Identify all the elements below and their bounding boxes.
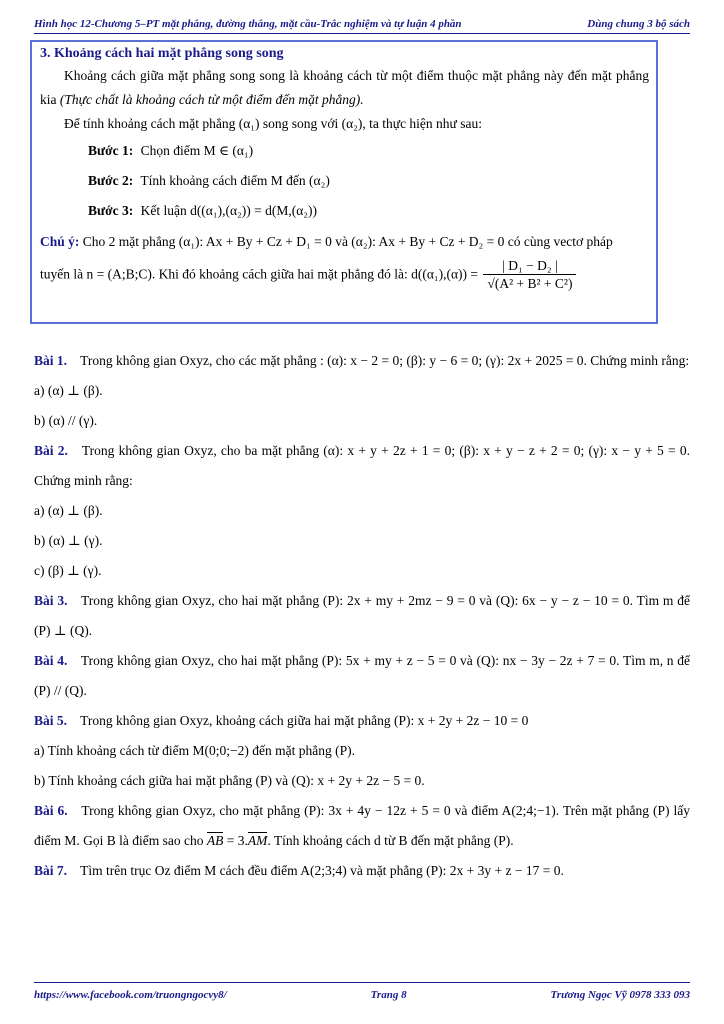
step-3-label: Bước 3: [88,203,134,218]
theory-p1-text: Khoảng cách giữa mặt phẳng song song là khoảng cách từ một điểm thuộc mặt phẳng này đến mặt phẳng kia [40,68,649,107]
exercise-2-label: Bài 2. [34,443,68,458]
header-title: Hình học 12-Chương 5–PT mặt phẳng, đường thẳng, mặt cầu-Trắc nghiệm và tự luận 4 phần [34,18,462,30]
exercise-3-text: Trong không gian Oxyz, cho hai mặt phẳng (P): 2x + my + 2mz − 9 = 0 và (Q): 6x − y − z − 10 = 0. Tìm m để (P) ⊥ (Q). [34,593,690,638]
vector-am: AM [247,833,268,848]
exercise-4 [34,646,690,706]
exercise-2-a: a) (α) ⊥ (β). [34,503,103,518]
step-1-text: Chọn điểm M ∈ (α₁) [140,143,254,158]
distance-formula [483,258,576,293]
note-text-1: Cho 2 mặt phẳng (α₁): Ax + By + Cz + D₁ = 0 và (α₂): Ax + By + Cz + D₂ = 0 có cùng vectơ pháp [82,234,613,249]
exercise-1-b: b) (α) // (γ). [34,413,98,428]
note-line-2 [40,258,649,293]
step-2-label: Bước 2: [88,173,134,188]
step-3 [40,196,649,226]
exercise-7-label: Bài 7. [34,863,68,878]
exercise-6-text-2: . Tính khoảng cách d từ B đến mặt phẳng (P). [267,833,514,848]
page-header [34,8,690,34]
step-2 [40,166,649,196]
step-2-text: Tính khoảng cách điểm M đến (α₂) [140,173,330,188]
exercise-3 [34,586,690,646]
exercise-5-label: Bài 5. [34,713,68,728]
exercise-1-text: Trong không gian Oxyz, cho các mặt phẳng : (α): x − 2 = 0; (β): y − 6 = 0; (γ): 2x + 2025 = 0. Chứng minh rằng: [80,353,690,368]
theory-box [30,40,658,324]
step-1 [40,136,649,166]
exercise-2-text: Trong không gian Oxyz, cho ba mặt phẳng (α): x + y + 2z + 1 = 0; (β): x + y − z + 2 = 0; (γ): x − y + 5 = 0. Chứng minh rằng: [34,443,691,488]
exercise-5-b: b) Tính khoảng cách giữa hai mặt phẳng (P) và (Q): x + 2y + 2z − 5 = 0. [34,773,425,788]
exercise-5-a: a) Tính khoảng cách từ điểm M(0;0;−2) đến mặt phẳng (P). [34,743,355,758]
note-label: Chú ý: [40,234,80,249]
exercise-6 [34,796,690,856]
theory-p1-italic: (Thực chất là khoảng cách từ một điểm đến mặt phẳng). [59,92,364,107]
exercise-7-text: Tìm trên trục Oz điểm M cách đều điểm A(2;3;4) và mặt phẳng (P): 2x + 3y + z − 17 = 0. [80,863,564,878]
exercise-2 [34,436,690,496]
exercise-6-equals: = 3. [223,833,248,848]
exercise-4-text: Trong không gian Oxyz, cho hai mặt phẳng (P): 5x + my + z − 5 = 0 và (Q): nx − 3y − 2z + 7 = 0. Tìm m, n để (P) // (Q). [34,653,691,698]
step-3-text: Kết luận d((α₁),(α₂)) = d(M,(α₂)) [140,203,317,218]
exercise-6-text-1: Trong không gian Oxyz, cho mặt phẳng (P): 3x + 4y − 12z + 5 = 0 và điểm A(2;4;−1). Trên mặt phẳng (P) lấy điểm M. Gọi B là điểm sao cho [34,803,690,848]
exercise-1-label: Bài 1. [34,353,68,368]
exercise-6-label: Bài 6. [34,803,68,818]
note-line-1 [40,230,649,254]
formula-numerator: | D₁ − D₂ | [483,258,576,275]
section-title: 3. Khoảng cách hai mặt phẳng song song [40,46,284,61]
exercise-list [34,346,690,886]
header-right: Dùng chung 3 bộ sách [587,18,690,30]
exercise-4-label: Bài 4. [34,653,68,668]
exercise-1-a: a) (α) ⊥ (β). [34,383,103,398]
author-contact: Trương Ngọc Vỹ 0978 333 093 [550,989,690,1001]
formula-denominator: √(A² + B² + C²) [487,276,573,291]
exercise-2-b: b) (α) ⊥ (γ). [34,533,103,548]
footer-link[interactable]: https://www.facebook.com/truongngocvy8/ [34,989,227,1001]
exercise-5-text: Trong không gian Oxyz, khoảng cách giữa hai mặt phẳng (P): x + 2y + 2z − 10 = 0 [80,713,529,728]
step-1-label: Bước 1: [88,143,134,158]
note-text-2: tuyến là n = (A;B;C). Khi đó khoảng cách giữa hai mặt phẳng đó là: d((α₁),(α)) = [40,266,479,282]
exercise-1 [34,346,690,376]
exercise-3-label: Bài 3. [34,593,68,608]
exercise-2-c: c) (β) ⊥ (γ). [34,563,102,578]
theory-paragraph-1 [40,64,649,112]
exercise-5 [34,706,690,736]
page-number: Trang 8 [370,989,407,1001]
page-footer [34,982,690,1007]
vector-ab: AB [206,833,224,848]
exercise-7 [34,856,690,886]
theory-paragraph-2: Để tính khoảng cách mặt phẳng (α₁) song song với (α₂), ta thực hiện như sau: [64,116,482,131]
